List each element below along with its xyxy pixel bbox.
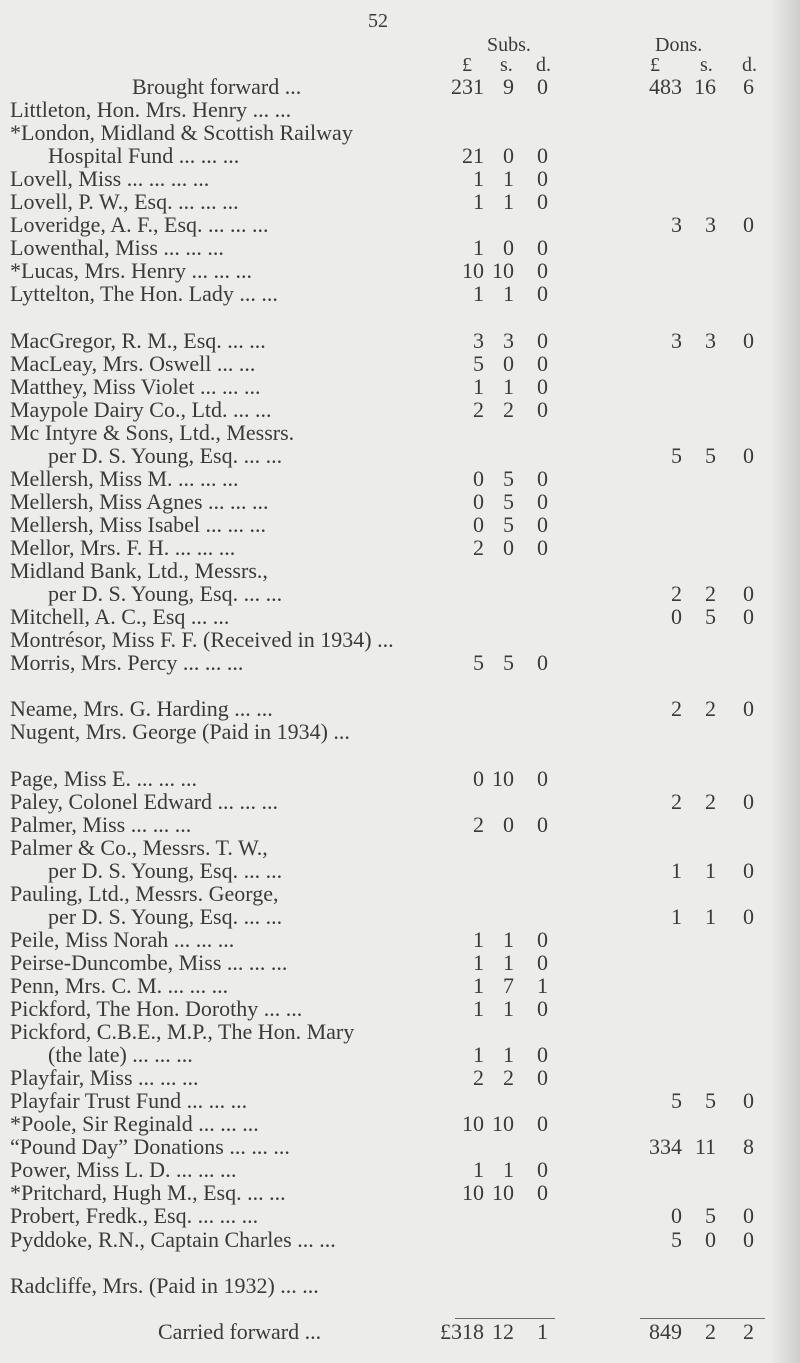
subs-pounds: 2 (473, 1065, 484, 1091)
subs-pence: 0 (537, 1042, 548, 1068)
contributor-name: Mellor, Mrs. F. H. ... ... ... (10, 535, 236, 560)
table-row (0, 1319, 800, 1345)
contributor-name: Penn, Mrs. C. M. ... ... ... (10, 972, 229, 998)
dons-pence: 0 (743, 1203, 754, 1229)
dons-pounds: 849 (649, 1318, 682, 1344)
subs-pounds: 1 (473, 1042, 484, 1068)
contributor-name: Pickford, C.B.E., M.P., The Hon. Mary (10, 1019, 355, 1045)
subs-pounds: 0 (473, 465, 484, 491)
subs-shillings: 1 (503, 373, 514, 399)
dons-shillings: 3 (705, 327, 716, 353)
subs-pence: 0 (537, 143, 548, 169)
contributor-name: Pickford, The Hon. Dorothy ... ... (10, 996, 303, 1021)
dons-pounds: 0 (671, 604, 682, 630)
subs-pounds: 1 (473, 166, 484, 192)
dons-pence: 8 (743, 1134, 754, 1160)
subs-pounds: 0 (473, 488, 484, 514)
subs-pence: 0 (537, 281, 548, 307)
contributor-name: Midland Bank, Ltd., Messrs., (10, 558, 268, 584)
subs-pounds: 1 (473, 996, 484, 1021)
dons-pounds: 1 (671, 903, 682, 929)
subs-pence: 0 (537, 765, 548, 791)
page-edge-shadow (770, 0, 800, 1363)
contributor-name: (the late) ... ... ... (48, 1042, 193, 1068)
subs-shillings: 1 (503, 189, 514, 215)
contributor-name: Playfair Trust Fund ... ... ... (10, 1088, 248, 1114)
subs-pounds: 1 (473, 189, 484, 215)
subs-col-shillings: s. (500, 54, 513, 76)
subs-pounds: 0 (473, 511, 484, 537)
contributor-name: Palmer & Co., Messrs. T. W., (10, 834, 268, 860)
contributor-name: Mitchell, A. C., Esq ... ... (10, 604, 230, 630)
contributor-name: Lowenthal, Miss ... ... ... (10, 235, 224, 261)
contributor-name: Maypole Dairy Co., Ltd. ... ... (10, 396, 272, 422)
contributor-name: Radcliffe, Mrs. (Paid in 1932) ... ... (10, 1272, 319, 1298)
contributor-name: *Pritchard, Hugh M., Esq. ... ... (10, 1180, 286, 1206)
subs-pence: 0 (537, 650, 548, 676)
contributor-name: per D. S. Young, Esq. ... ... (48, 581, 283, 607)
subs-pence: 0 (537, 949, 548, 975)
dons-pounds: 0 (671, 1203, 682, 1229)
subs-shillings: 0 (503, 350, 514, 376)
contributor-name: Carried forward ... (158, 1318, 322, 1344)
contributor-name: MacLeay, Mrs. Oswell ... ... (10, 350, 256, 376)
dons-pence: 0 (743, 581, 754, 607)
subs-shillings: 10 (492, 765, 514, 791)
subs-pounds: £318 (440, 1318, 484, 1344)
subs-pounds: 1 (473, 949, 484, 975)
contributor-name: Pyddoke, R.N., Captain Charles ... ... (10, 1226, 336, 1252)
dons-shillings: 16 (694, 74, 716, 99)
subs-pounds: 1 (473, 235, 484, 261)
subs-pence: 0 (537, 811, 548, 837)
subs-pence: 0 (537, 74, 548, 99)
contributor-name: *Poole, Sir Reginald ... ... ... (10, 1111, 259, 1137)
dons-shillings: 11 (694, 1134, 716, 1160)
contributor-name: Morris, Mrs. Percy ... ... ... (10, 650, 244, 676)
contributor-name: Mc Intyre & Sons, Ltd., Messrs. (10, 419, 295, 445)
dons-pence: 2 (743, 1318, 754, 1344)
subs-shillings: 9 (503, 74, 514, 99)
contributor-name: Mellersh, Miss M. ... ... ... (10, 465, 239, 491)
dons-shillings: 5 (705, 1203, 716, 1229)
subs-header: Subs. (487, 34, 531, 56)
contributor-name: Neame, Mrs. G. Harding ... ... (10, 696, 273, 722)
contributor-name: Peirse-Duncombe, Miss ... ... ... (10, 949, 288, 975)
subs-pounds: 10 (462, 1111, 484, 1137)
contributor-name: Littleton, Hon. Mrs. Henry ... ... (10, 97, 292, 123)
subs-pence: 0 (537, 166, 548, 192)
dons-pounds: 3 (671, 327, 682, 353)
dons-pence: 0 (743, 327, 754, 353)
contributor-name: Lovell, P. W., Esq. ... ... ... (10, 189, 239, 215)
subs-pounds: 0 (473, 765, 484, 791)
dons-total-rule (640, 1318, 765, 1319)
subs-col-pounds: £ (462, 54, 472, 76)
contributor-name: Mellersh, Miss Agnes ... ... ... (10, 488, 269, 514)
dons-col-pounds: £ (650, 54, 660, 76)
subs-pounds: 10 (462, 1180, 484, 1206)
dons-pence: 0 (743, 788, 754, 814)
subs-pence: 1 (537, 1318, 548, 1344)
subs-shillings: 5 (503, 511, 514, 537)
contributor-name: Matthey, Miss Violet ... ... ... (10, 373, 261, 399)
subs-pounds: 10 (462, 258, 484, 284)
subs-shillings: 10 (492, 1111, 514, 1137)
subs-shillings: 10 (492, 258, 514, 284)
subs-pounds: 2 (473, 811, 484, 837)
dons-pounds: 2 (671, 696, 682, 722)
contributor-name: per D. S. Young, Esq. ... ... (48, 903, 283, 929)
contributor-name: Brought forward ... (132, 74, 302, 99)
dons-shillings: 2 (705, 581, 716, 607)
subs-shillings: 7 (503, 972, 514, 998)
contributor-name: Power, Miss L. D. ... ... ... (10, 1157, 237, 1183)
contributor-name: Lyttelton, The Hon. Lady ... ... (10, 281, 278, 307)
contributor-name: Mellersh, Miss Isabel ... ... ... (10, 511, 267, 537)
contributor-name: Paley, Colonel Edward ... ... ... (10, 788, 279, 814)
subs-shillings: 1 (503, 1042, 514, 1068)
dons-header: Dons. (655, 34, 703, 56)
subs-pence: 0 (537, 189, 548, 215)
contributor-name: MacGregor, R. M., Esq. ... ... (10, 327, 266, 353)
contributor-name: Loveridge, A. F., Esq. ... ... ... (10, 212, 269, 238)
subs-pounds: 1 (473, 972, 484, 998)
dons-pounds: 483 (649, 74, 682, 99)
contributor-name: Montrésor, Miss F. F. (Received in 1934) ... (10, 627, 394, 653)
contributor-name: per D. S. Young, Esq. ... ... (48, 442, 283, 468)
subs-pence: 0 (537, 350, 548, 376)
subs-shillings: 0 (503, 143, 514, 169)
subs-shillings: 1 (503, 996, 514, 1021)
subs-pence: 0 (537, 1157, 548, 1183)
subs-shillings: 2 (503, 1065, 514, 1091)
dons-shillings: 1 (705, 857, 716, 883)
subs-shillings: 1 (503, 166, 514, 192)
dons-pence: 0 (743, 857, 754, 883)
subs-pounds: 1 (473, 281, 484, 307)
dons-pence: 0 (743, 1226, 754, 1252)
subs-col-pence: d. (536, 54, 551, 76)
contributor-name: Nugent, Mrs. George (Paid in 1934) ... (10, 719, 350, 745)
subs-pence: 0 (537, 235, 548, 261)
subs-pence: 0 (537, 373, 548, 399)
subs-pence: 0 (537, 535, 548, 560)
dons-pounds: 5 (671, 442, 682, 468)
dons-col-pence: d. (742, 54, 757, 76)
contributor-name: Palmer, Miss ... ... ... (10, 811, 192, 837)
contributor-name: Hospital Fund ... ... ... (48, 143, 240, 169)
subs-shillings: 5 (503, 650, 514, 676)
subs-shillings: 3 (503, 327, 514, 353)
subs-shillings: 1 (503, 926, 514, 952)
dons-shillings: 5 (705, 604, 716, 630)
subs-pence: 1 (537, 972, 548, 998)
subs-pence: 0 (537, 258, 548, 284)
dons-shillings: 2 (705, 696, 716, 722)
dons-shillings: 1 (705, 903, 716, 929)
dons-pence: 6 (743, 74, 754, 99)
dons-pounds: 5 (671, 1226, 682, 1252)
contributor-name: Page, Miss E. ... ... ... (10, 765, 197, 791)
subs-pounds: 1 (473, 373, 484, 399)
dons-shillings: 0 (705, 1226, 716, 1252)
dons-pence: 0 (743, 1088, 754, 1114)
dons-shillings: 2 (705, 788, 716, 814)
subs-shillings: 12 (492, 1318, 514, 1344)
subs-pounds: 5 (473, 650, 484, 676)
subs-pence: 0 (537, 465, 548, 491)
dons-pounds: 334 (649, 1134, 682, 1160)
subs-shillings: 1 (503, 949, 514, 975)
subs-pence: 0 (537, 926, 548, 952)
subs-pounds: 2 (473, 535, 484, 560)
subs-pounds: 1 (473, 926, 484, 952)
subs-pounds: 5 (473, 350, 484, 376)
dons-pounds: 1 (671, 857, 682, 883)
dons-pence: 0 (743, 903, 754, 929)
dons-pounds: 3 (671, 212, 682, 238)
contributor-name: Probert, Fredk., Esq. ... ... ... (10, 1203, 259, 1229)
dons-pence: 0 (743, 696, 754, 722)
page-number: 52 (368, 10, 388, 32)
subs-shillings: 10 (492, 1180, 514, 1206)
subs-shillings: 5 (503, 465, 514, 491)
subs-pounds: 2 (473, 396, 484, 422)
contributor-name: *London, Midland & Scottish Railway (10, 120, 353, 146)
contributor-name: *Lucas, Mrs. Henry ... ... ... (10, 258, 252, 284)
dons-col-shillings: s. (700, 54, 713, 76)
subs-pence: 0 (537, 1111, 548, 1137)
dons-pounds: 2 (671, 788, 682, 814)
subs-shillings: 1 (503, 281, 514, 307)
subs-pence: 0 (537, 1065, 548, 1091)
subs-shillings: 5 (503, 488, 514, 514)
subs-pence: 0 (537, 396, 548, 422)
subs-pounds: 231 (451, 74, 484, 99)
contributor-name: Peile, Miss Norah ... ... ... (10, 926, 235, 952)
subs-pence: 0 (537, 327, 548, 353)
dons-pence: 0 (743, 604, 754, 630)
subs-shillings: 0 (503, 235, 514, 261)
subs-pounds: 1 (473, 1157, 484, 1183)
subs-pence: 0 (537, 488, 548, 514)
subs-pence: 0 (537, 511, 548, 537)
subs-shillings: 1 (503, 1157, 514, 1183)
dons-pence: 0 (743, 212, 754, 238)
subs-pence: 0 (537, 1180, 548, 1206)
dons-pounds: 5 (671, 1088, 682, 1114)
subs-shillings: 2 (503, 396, 514, 422)
contributor-name: Playfair, Miss ... ... ... (10, 1065, 199, 1091)
contributor-name: per D. S. Young, Esq. ... ... (48, 857, 283, 883)
dons-shillings: 3 (705, 212, 716, 238)
subs-pounds: 21 (462, 143, 484, 169)
subs-pence: 0 (537, 996, 548, 1021)
contributor-name: Lovell, Miss ... ... ... ... (10, 166, 210, 192)
dons-shillings: 2 (705, 1318, 716, 1344)
dons-pounds: 2 (671, 581, 682, 607)
subs-pounds: 3 (473, 327, 484, 353)
contributor-name: Pauling, Ltd., Messrs. George, (10, 880, 279, 906)
dons-shillings: 5 (705, 1088, 716, 1114)
dons-pence: 0 (743, 442, 754, 468)
subs-shillings: 0 (503, 811, 514, 837)
contributor-name: “Pound Day” Donations ... ... ... (10, 1134, 290, 1160)
subs-shillings: 0 (503, 535, 514, 560)
subs-total-rule (455, 1318, 555, 1319)
dons-shillings: 5 (705, 442, 716, 468)
